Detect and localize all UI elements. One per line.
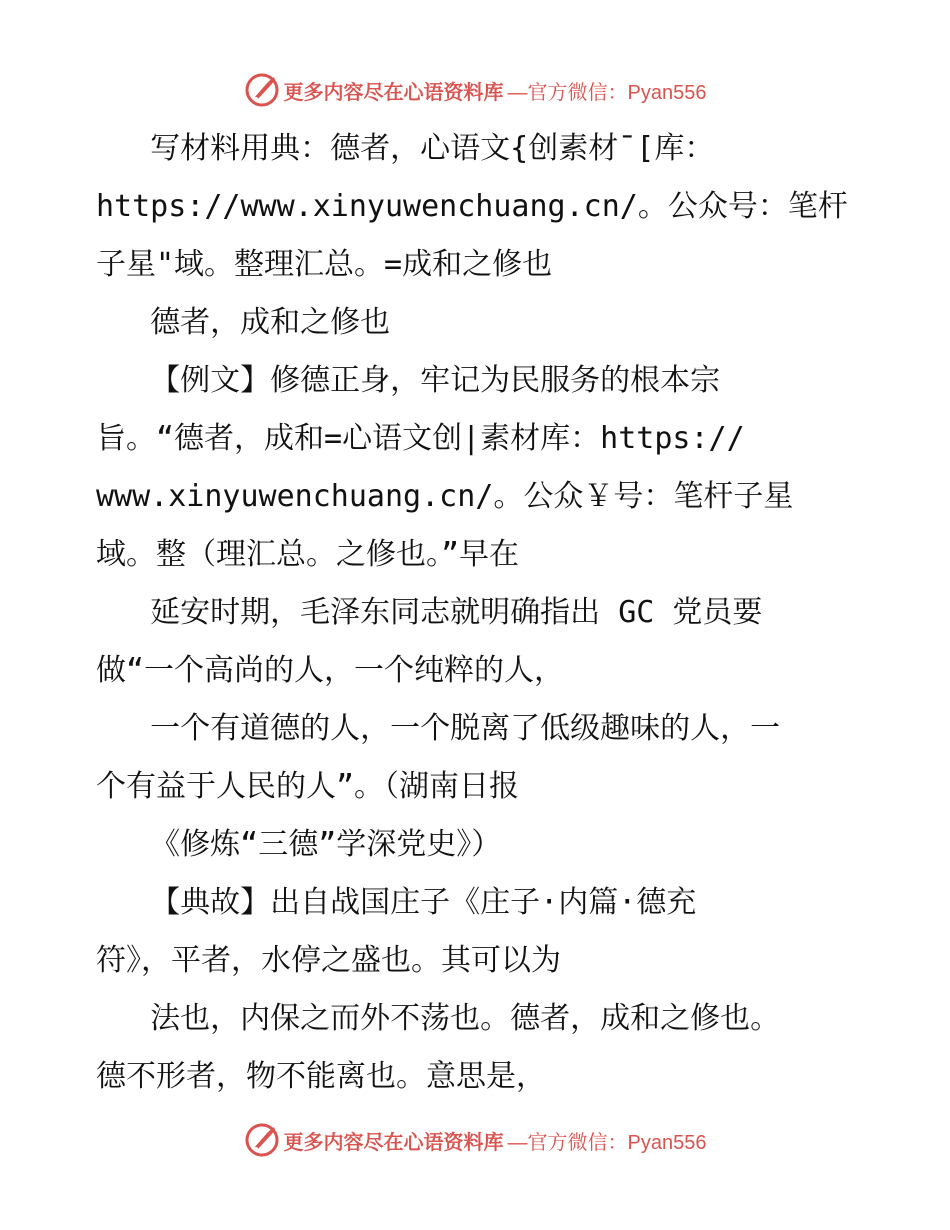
body-line: www.xinyuwenchuang.cn/。公众￥号：笔杆子星 <box>96 479 794 514</box>
body-line: 域。整（理汇总。之修也。”早在 <box>96 537 520 572</box>
footer-watermark <box>0 1120 950 1160</box>
body-line: 写材料用典：德者，心语文{创素材¯[库： <box>96 131 715 166</box>
quill-pen-logo-icon <box>244 1122 280 1158</box>
body-line: 子星"域。整理汇总。=成和之修也 <box>96 247 553 282</box>
header-watermark-inner <box>244 72 707 108</box>
watermark-contact: —官方微信：Pyan556 <box>507 81 707 104</box>
body-line: 一个有道德的人，一个脱离了低级趣味的人，一 <box>96 711 781 746</box>
body-line: 旨。“德者，成和=心语文创|素材库：https:// <box>96 421 745 456</box>
body-line: 法也，内保之而外不荡也。德者，成和之修也。 <box>96 1001 781 1036</box>
body-line: 《修炼“三德”学深党史》） <box>96 827 502 862</box>
body-line: 延安时期，毛泽东同志就明确指出 GC 党员要 <box>96 595 763 630</box>
footer-watermark-inner <box>244 1122 707 1158</box>
body-line: 【例文】修德正身，牢记为民服务的根本宗 <box>96 363 721 398</box>
body-line: 符》，平者，水停之盛也。其可以为 <box>96 943 561 978</box>
body-line: 【典故】出自战国庄子《庄子·内篇·德充 <box>96 885 697 920</box>
watermark-contact: —官方微信：Pyan556 <box>507 1131 707 1154</box>
body-line: 德不形者，物不能离也。意思是， <box>96 1059 546 1094</box>
watermark-slogan: 更多内容尽在心语资料库 <box>283 1129 504 1154</box>
body-line: 德者，成和之修也 <box>96 305 391 340</box>
body-line: 个有益于人民的人”。（湖南日报 <box>96 769 520 804</box>
quill-pen-logo-icon <box>244 72 280 108</box>
body-line: 做“一个高尚的人，一个纯粹的人， <box>96 653 565 688</box>
watermark-slogan: 更多内容尽在心语资料库 <box>283 79 504 104</box>
body-line: https://www.xinyuwenchuang.cn/。公众号：笔杆 <box>96 189 848 224</box>
document-body <box>96 120 876 1106</box>
header-watermark <box>0 70 950 110</box>
